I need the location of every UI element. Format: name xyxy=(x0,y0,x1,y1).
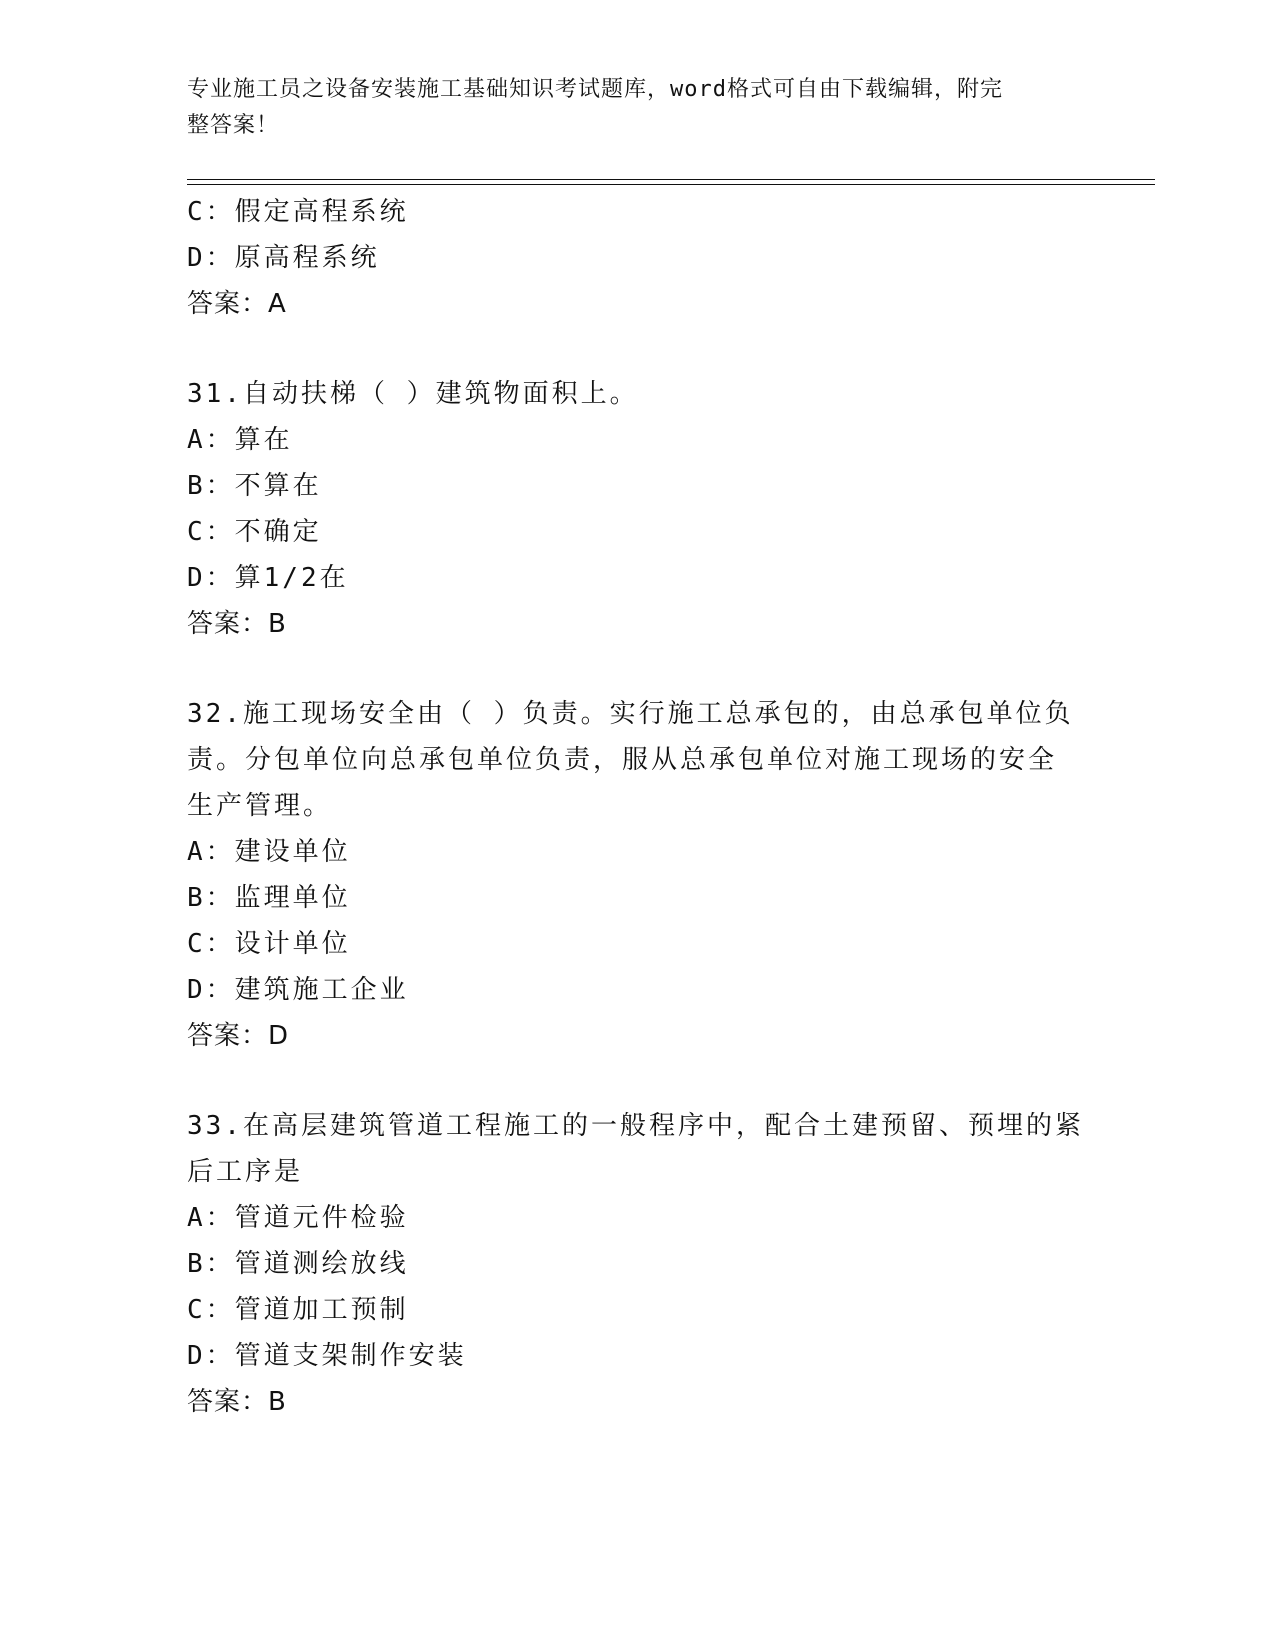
option-c: C：管道加工预制 xyxy=(187,1295,409,1325)
header-line-1: 专业施工员之设备安装施工基础知识考试题库，word格式可自由下载编辑，附完 xyxy=(187,77,1003,102)
option-a: A：管道元件检验 xyxy=(187,1203,409,1233)
question-30-tail xyxy=(187,189,1087,327)
spacer xyxy=(187,1059,1087,1103)
question-stem-line-2: 责。分包单位向总承包单位负责，服从总承包单位对施工现场的安全 xyxy=(187,745,1058,775)
question-stem: 31.自动扶梯（ ）建筑物面积上。 xyxy=(187,379,639,409)
question-stem-line-1: 33.在高层建筑管道工程施工的一般程序中，配合土建预留、预埋的紧 xyxy=(187,1111,1084,1141)
document-header xyxy=(187,72,1067,144)
question-32 xyxy=(187,691,1087,1059)
option-a: A：算在 xyxy=(187,425,293,455)
option-b: B：监理单位 xyxy=(187,883,351,913)
option-d: D：算1/2在 xyxy=(187,563,349,593)
spacer xyxy=(187,327,1087,371)
option-a: A：建设单位 xyxy=(187,837,351,867)
option-d: D：建筑施工企业 xyxy=(187,975,409,1005)
answer-label: 答案：D xyxy=(187,1021,290,1051)
header-line-2: 整答案！ xyxy=(187,113,280,138)
spacer xyxy=(187,647,1087,691)
answer-label: 答案：A xyxy=(187,289,287,319)
question-31 xyxy=(187,371,1087,647)
question-33 xyxy=(187,1103,1087,1425)
option-d: D：管道支架制作安装 xyxy=(187,1341,467,1371)
option-b: B：不算在 xyxy=(187,471,322,501)
header-rule-bottom xyxy=(187,184,1155,185)
answer-label: 答案：B xyxy=(187,609,287,639)
option-c: C：不确定 xyxy=(187,517,322,547)
question-stem-line-1: 32.施工现场安全由（ ）负责。实行施工总承包的，由总承包单位负 xyxy=(187,699,1074,729)
option-d: D：原高程系统 xyxy=(187,243,380,273)
answer-label: 答案：B xyxy=(187,1387,287,1417)
question-list xyxy=(187,189,1087,1425)
option-c: C：假定高程系统 xyxy=(187,197,409,227)
option-c: C：设计单位 xyxy=(187,929,351,959)
option-b: B：管道测绘放线 xyxy=(187,1249,409,1279)
question-stem-line-2: 后工序是 xyxy=(187,1157,304,1187)
header-rule-top xyxy=(187,179,1155,180)
question-stem-line-3: 生产管理。 xyxy=(187,791,333,821)
